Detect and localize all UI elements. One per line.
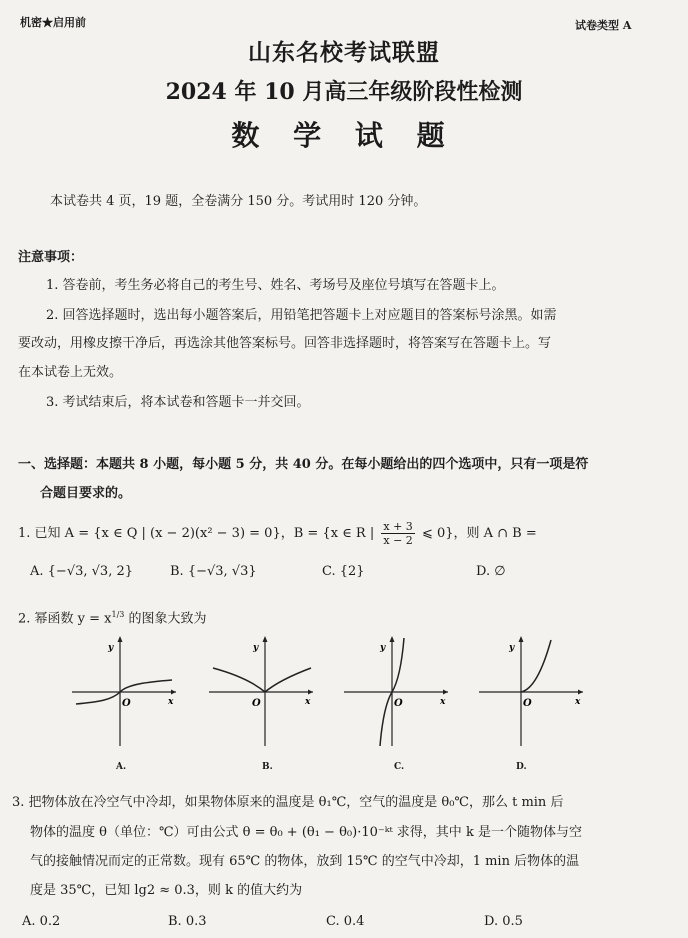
graph-a-origin: O [122,698,131,709]
question-1-option-a: A. {−√3, √3, 2} [30,564,133,579]
question-3-line-4: 度是 35℃，已知 lg2 ≈ 0.3，则 k 的值大约为 [30,883,303,898]
question-1-option-b: B. {−√3, √3} [170,564,257,579]
question-3-option-b: B. 0.3 [168,914,207,929]
graph-c-origin: O [394,698,403,709]
graph-a [68,630,180,750]
fraction-denominator: x − 2 [383,534,413,547]
graph-b-x-label: x [305,697,311,707]
question-1-stem [18,520,537,547]
graph-c-x-label: x [440,697,446,707]
exam-title: 2024 年 10 月高三年级阶段性检测 [165,79,523,105]
confidential-mark: 机密★启用前 [20,16,86,29]
question-1-fraction [381,520,414,547]
paper-type: 试卷类型 A [575,19,632,32]
question-1-option-d: D. ∅ [476,564,506,579]
question-3-line-1: 3. 把物体放在冷空气中冷却，如果物体原来的温度是 θ₁℃，空气的温度是 θ₀℃，那么 t min 后 [12,795,564,810]
organization-title: 山东名校考试联盟 [248,39,440,66]
graph-b [205,630,317,750]
notice-item-3: 3. 考试结束后，将本试卷和答题卡一并交回。 [46,395,310,410]
graph-d [475,630,587,750]
question-1-stem-part-b: ⩽ 0}，则 A ∩ B = [421,526,537,541]
graph-c [340,630,452,750]
graph-c-label: C. [394,762,405,772]
fraction-numerator: x + 3 [383,520,413,533]
graph-b-origin: O [252,698,261,709]
graph-b-y-label: y [253,643,259,653]
notice-item-2: 2. 回答选择题时，选出每小题答案后，用铅笔把答题卡上对应题目的答案标号涂黑。如需 [46,308,557,323]
graph-a-y-label: y [108,643,114,653]
question-2-stem-part-b: 的图象大致为 [128,611,207,627]
graph-d-x-label: x [575,697,581,707]
graph-d-y-label: y [509,643,515,653]
question-3-line-3: 气的接触情况而定的正常数。现有 65℃ 的物体，放到 15℃ 的空气中冷却，1 min 后物体的温 [30,854,580,869]
section-heading: 一、选择题：本题共 8 小题，每小题 5 分，共 40 分。在每小题给出的四个选项中，只有一项是符 [18,457,589,472]
graph-a-label: A. [116,762,127,772]
notice-item-2-end: 在本试卷上无效。 [18,365,123,380]
section-heading-cont: 合题目要求的。 [40,486,132,501]
question-1-stem-part-a: 1. 已知 A = {x ∈ Q | (x − 2)(x² − 3) = 0}，B = {x ∈ R | [18,526,375,541]
notice-heading: 注意事项： [18,250,84,265]
graph-c-y-label: y [380,643,386,653]
question-3-option-d: D. 0.5 [484,914,523,929]
question-3-option-a: A. 0.2 [22,914,61,929]
graph-d-label: D. [516,762,527,772]
notice-item-2-cont: 要改动，用橡皮擦干净后，再选涂其他答案标号。回答非选择题时，将答案写在答题卡上。写 [18,336,552,351]
graph-a-x-label: x [168,697,174,707]
question-2-exponent: 1/3 [111,610,125,619]
intro-text: 本试卷共 4 页，19 题，全卷满分 150 分。考试用时 120 分钟。 [50,194,427,209]
graph-d-origin: O [523,698,532,709]
question-2-stem [18,605,207,629]
question-3-option-c: C. 0.4 [326,914,365,929]
notice-item-1: 1. 答卷前，考生务必将自己的考生号、姓名、考场号及座位号填写在答题卡上。 [46,278,505,293]
question-3-line-2: 物体的温度 θ（单位：℃）可由公式 θ = θ₀ + (θ₁ − θ₀)·10⁻ᵏᵗ 求得，其中 k 是一个随物体与空 [30,825,582,840]
question-1-option-c: C. {2} [322,564,365,579]
graph-b-label: B. [262,762,273,772]
question-2-stem-part-a: 2. 幂函数 y = x [18,611,112,627]
subject-title: 数 学 试 题 [231,119,457,152]
